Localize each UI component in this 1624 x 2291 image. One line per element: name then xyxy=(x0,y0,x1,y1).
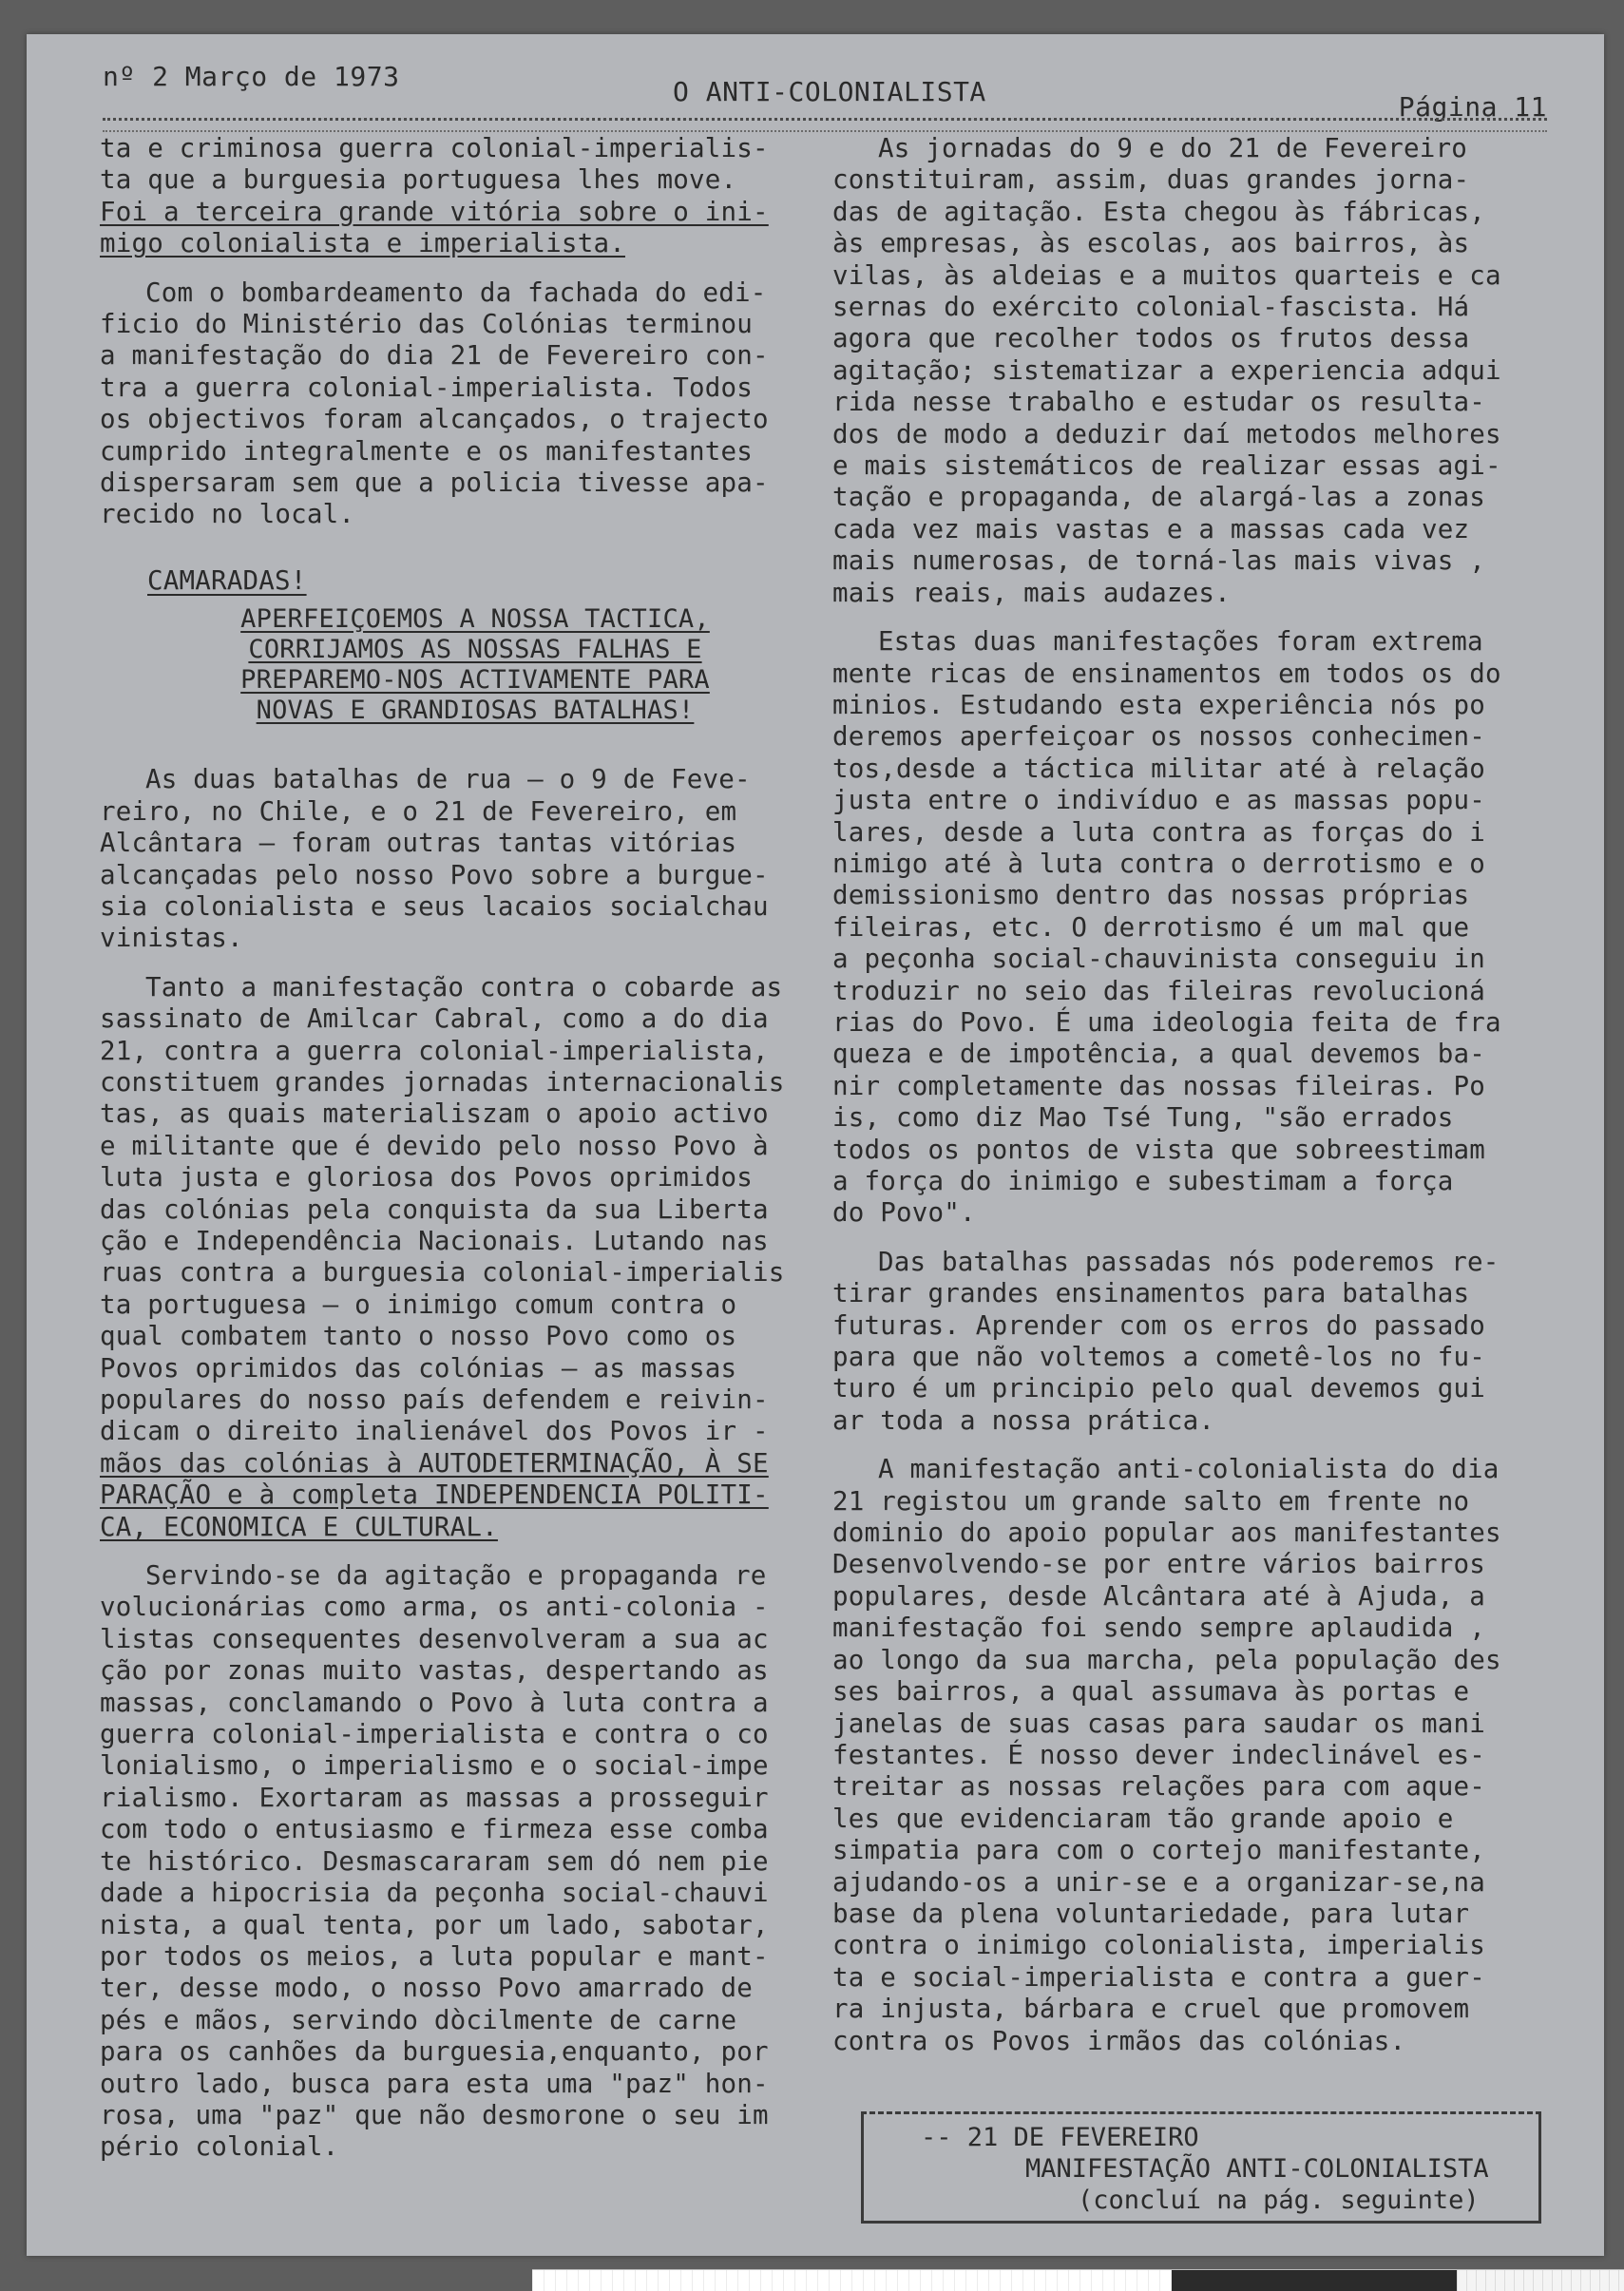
box-line-2: MANIFESTAÇÃO ANTI-COLONIALISTA xyxy=(1025,2154,1489,2184)
left-paragraph-2: Com o bombardeamento da fachada do edi- ficio do Ministério das Colónias terminou a manifestação do dia 21 de Fevereiro con- tra a guerra colonial-imperialista. Todos os objectivos foram alcançados, o trajecto cumprido integralmente e os manifestantes dispersaram sem que a policia tivesse apa- recido no local. xyxy=(100,277,769,530)
left-paragraph-4: Tanto a manifestação contra o cobarde as sassinato de Amilcar Cabral, como a do dia 21, contra a guerra colonial-imperialista, constituem grandes jornadas internacionalis tas, as quais materialiszam o apoio activo e militante que é devido pelo nosso Povo à luta justa e gloriosa dos Povos oprimidos das colónias pela conquista da sua Liberta ção e Independência Nacionais. Lutando nas ruas contra a burguesia colonial-imperialis ta portuguesa — o inimigo comum contra o qual combatem tanto o nosso Povo como os Povos oprimidos das colónias — as massas populares do nosso país defendem e reivin- dicam o direito inalienável dos Povos ir - mãos das colónias à AUTODETERMINAÇÃO, À SE PARAÇÃO e à completa INDEPENDENCIA POLITI- CA, ECONOMICA E CULTURAL. xyxy=(100,971,785,1542)
left-paragraph-5: Servindo-se da agitação e propaganda re volucionárias como arma, os anti-colonia - listas consequentes desenvolveram a sua ac ção por zonas muito vastas, despertando as massas, conclamando o Povo à luta contra a guerra colonial-imperialista e contra o co lonialismo, o imperialismo e o social-impe rialismo. Exortaram as massas a prosseguir com todo o entusiasmo e firmeza esse comba te histórico. Desmascararam sem dó nem pie dade a hipocrisia da peçonha social-chauvi nista, a qual tenta, por um lado, sabotar, por todos os meios, a luta popular e mant- ter, desse modo, o nosso Povo amarrado de pés e mãos, servindo dòcilmente de carne para os canhões da burguesia,enquanto, por outro lado, busca para esta uma "paz" hon- rosa, uma "paz" que não desmorone o seu im pério colonial. xyxy=(100,1560,769,2163)
box-line-3: (concluí na pág. seguinte) xyxy=(1078,2186,1480,2215)
right-paragraph-3: Das batalhas passadas nós poderemos re- tirar grandes ensinamentos para batalhas futuras. Aprender com os erros do passado para que não voltemos a cometê-los no fu- turo é um principio pelo qual devemos gui ar toda a nossa prática. xyxy=(832,1246,1500,1436)
left-paragraph-3: As duas batalhas de rua — o 9 de Feve- reiro, no Chile, e o 21 de Fevereiro, em Alcântara — foram outras tantas vitórias alcançadas pelo nosso Povo sobre a burgue- sia colonialista e seus lacaios socialchau vinistas. xyxy=(100,764,769,954)
ruler-dark-segment xyxy=(1172,2270,1457,2291)
box-line-1: -- 21 DE FEVEREIRO xyxy=(921,2123,1199,2152)
right-paragraph-2: Estas duas manifestações foram extrema mente ricas de ensinamentos em todos os do minios. Estudando esta experiência nós po deremos aperfeiçoar os nossos conhecimen- tos,desde a táctica militar até à relação justa entre o indivíduo e as massas popu- lares, desde a luta contra as forças do i nimigo até à luta contra o derrotismo e o demissionismo dentro das nossas próprias fileiras, etc. O derrotismo é um mal que a peçonha social-chauvinista conseguiu in troduzir no seio das fileiras revolucioná rias do Povo. É uma ideologia feita de fra queza e de impotência, a qual devemos ba- nir completamente das nossas fileiras. Po is, como diz Mao Tsé Tung, "são errados todos os pontos de vista que sobreestimam a força do inimigo e subestimam a força do Povo". xyxy=(832,626,1501,1229)
continuation-box xyxy=(861,2111,1541,2224)
camaradas-heading: CAMARADAS! xyxy=(147,564,307,596)
slogan-block: APERFEIÇOEMOS A NOSSA TACTICA, CORRIJAMOS AS NOSSAS FALHAS E PREPAREMO-NOS ACTIVAMENTE PARA NOVAS E GRANDIOSAS BATALHAS! xyxy=(240,604,710,726)
page-number: Página 11 xyxy=(1398,91,1547,123)
page-header xyxy=(103,61,1547,123)
right-paragraph-1: As jornadas do 9 e do 21 de Fevereiro constituiram, assim, duas grandes jorna- das de agitação. Esta chegou às fábricas, às empresas, às escolas, aos bairros, às vilas, às aldeias e a muitos quarteis e ca sernas do exército colonial-fascista. Há agora que recolher todos os frutos dessa agitação; sistematizar a experiencia adqui rida nesse trabalho e estudar os resulta- dos de modo a deduzir daí metodos melhores e mais sistemáticos de realizar essas agi- tação e propaganda, de alargá-las a zonas cada vez mais vastas e a massas cada vez mais numerosas, de torná-las mais vivas , mais reais, mais audazes. xyxy=(832,133,1501,608)
left-paragraph-1: ta e criminosa guerra colonial-imperialis- ta que a burguesia portuguesa lhes move. Foi a terceira grande vitória sobre o ini- migo colonialista e imperialista. xyxy=(100,133,769,259)
ruler-light-segment xyxy=(1457,2270,1624,2291)
right-paragraph-4: A manifestação anti-colonialista do dia 21 registou um grande salto em frente no dominio do apoio popular aos manifestantes Desenvolvendo-se por entre vários bairros populares, desde Alcântara até à Ajuda, a manifestação foi sendo sempre aplaudida , ao longo da sua marcha, pela população des ses bairros, a qual assumava às portas e janelas de suas casas para saudar os mani festantes. É nosso dever indeclinável es- treitar as nossas relações para com aque- les que evidenciaram tão grande apoio e simpatia para com o cortejo manifestante, ajudando-os a unir-se e a organizar-se,na base da plena voluntariedade, para lutar contra o inimigo colonialista, imperialis ta e social-imperialista e contra a guer- ra injusta, bárbara e cruel que promovem contra os Povos irmãos das colónias. xyxy=(832,1454,1501,2056)
right-column xyxy=(832,133,1553,2074)
header-divider xyxy=(103,118,1547,132)
scan-ruler-strip xyxy=(532,2269,1624,2291)
left-column xyxy=(100,133,827,2181)
issue-date: nº 2 Março de 1973 xyxy=(103,61,400,92)
newspaper-title: O ANTI-COLONIALISTA xyxy=(673,76,986,107)
